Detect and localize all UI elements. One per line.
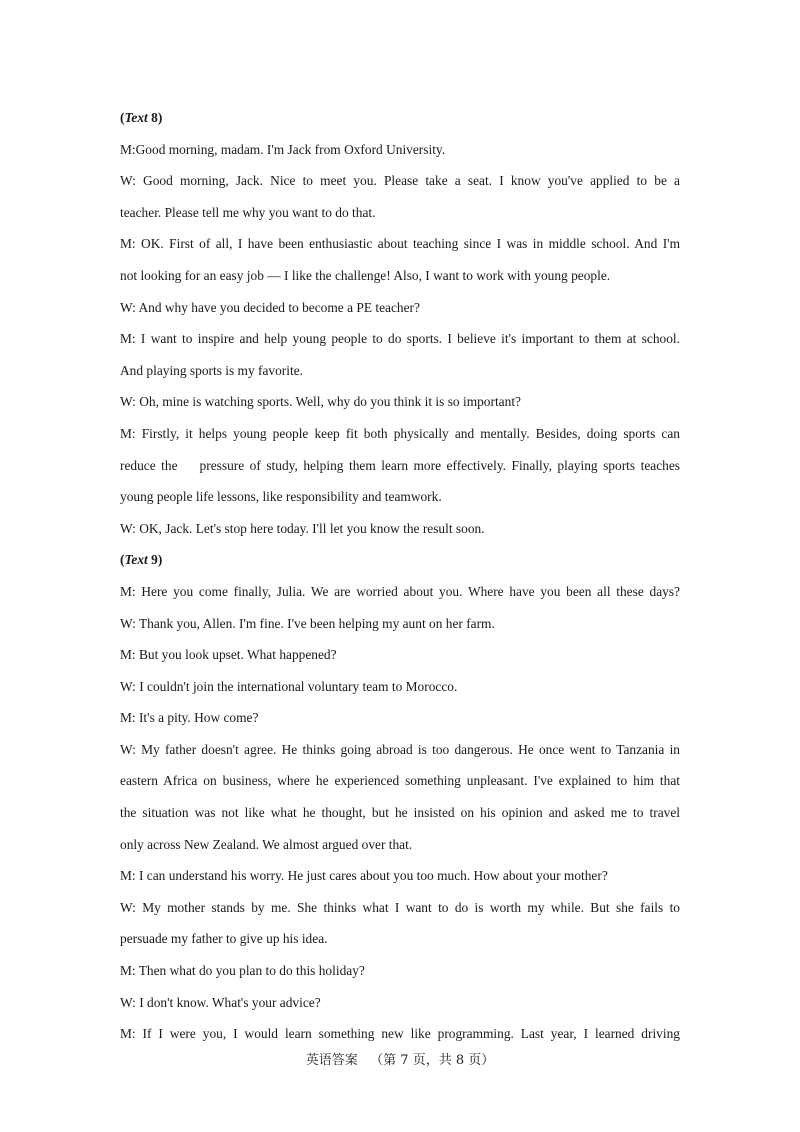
section-heading-text8: (Text 8) (120, 110, 163, 125)
transcript-line: M: OK. First of all, I have been enthusiastic about teaching since I was in middle school. And I'm (120, 236, 680, 252)
transcript-line: W: Thank you, Allen. I'm fine. I've been helping my aunt on her farm. (120, 615, 495, 631)
document-body (120, 102, 680, 1050)
transcript-line: only across New Zealand. We almost argued over that. (120, 836, 413, 852)
transcript-line: the situation was not like what he thought, but he insisted on his opinion and asked me to travel (120, 805, 680, 821)
transcript-line: persuade my father to give up his idea. (120, 931, 328, 947)
transcript-line: W: My father doesn't agree. He thinks going abroad is too dangerous. He once went to Tanzania in (120, 741, 680, 757)
transcript-line: W: And why have you decided to become a PE teacher? (120, 299, 420, 315)
heading-label: Text (124, 110, 148, 125)
transcript-line: not looking for an easy job — I like the challenge! Also, I want to work with young people. (120, 267, 611, 283)
transcript-line: W: I couldn't join the international voluntary team to Morocco. (120, 678, 458, 694)
transcript-line: eastern Africa on business, where he experienced something unpleasant. I've explained to him that (120, 773, 680, 789)
transcript-line: M: But you look upset. What happened? (120, 647, 337, 663)
transcript-line: W: Oh, mine is watching sports. Well, why do you think it is so important? (120, 394, 521, 410)
heading-label: Text (124, 552, 148, 568)
transcript-line: M: Here you come finally, Julia. We are worried about you. Where have you been all these days? (120, 583, 680, 599)
transcript-line: M: Firstly, it helps young people keep fit both physically and mentally. Besides, doing sports can (120, 425, 680, 441)
transcript-line: W: OK, Jack. Let's stop here today. I'll let you know the result soon. (120, 520, 485, 536)
transcript-line: And playing sports is my favorite. (120, 362, 303, 378)
transcript-line: M: It's a pity. How come? (120, 710, 259, 726)
transcript-line: M: Then what do you plan to do this holiday? (120, 963, 365, 979)
page-footer: 英语答案 （第 7 页，共 8 页） (305, 1053, 495, 1068)
transcript-line: reduce the pressure of study, helping them learn more effectively. Finally, playing sports teaches (120, 457, 680, 473)
transcript-line: W: Good morning, Jack. Nice to meet you. Please take a seat. I know you've applied to be a (120, 173, 680, 189)
transcript-line: M: If I were you, I would learn something new like programming. Last year, I learned driving (120, 1026, 680, 1042)
section-heading-text9: (Text 9) (120, 552, 163, 568)
transcript-line: M: I want to inspire and help young people to do sports. I believe it's important to them at school. (120, 331, 680, 347)
transcript-line: W: I don't know. What's your advice? (120, 994, 321, 1010)
heading-number: 9 (151, 552, 158, 568)
transcript-line: young people life lessons, like responsibility and teamwork. (120, 489, 442, 505)
transcript-line: W: My mother stands by me. She thinks what I want to do is worth my while. But she fails to (120, 899, 680, 915)
transcript-line: M: I can understand his worry. He just cares about you too much. How about your mother? (120, 868, 608, 884)
transcript-line: teacher. Please tell me why you want to do that. (120, 204, 376, 220)
transcript-line: M:Good morning, madam. I'm Jack from Oxford University. (120, 141, 446, 157)
heading-number: 8 (151, 110, 158, 125)
